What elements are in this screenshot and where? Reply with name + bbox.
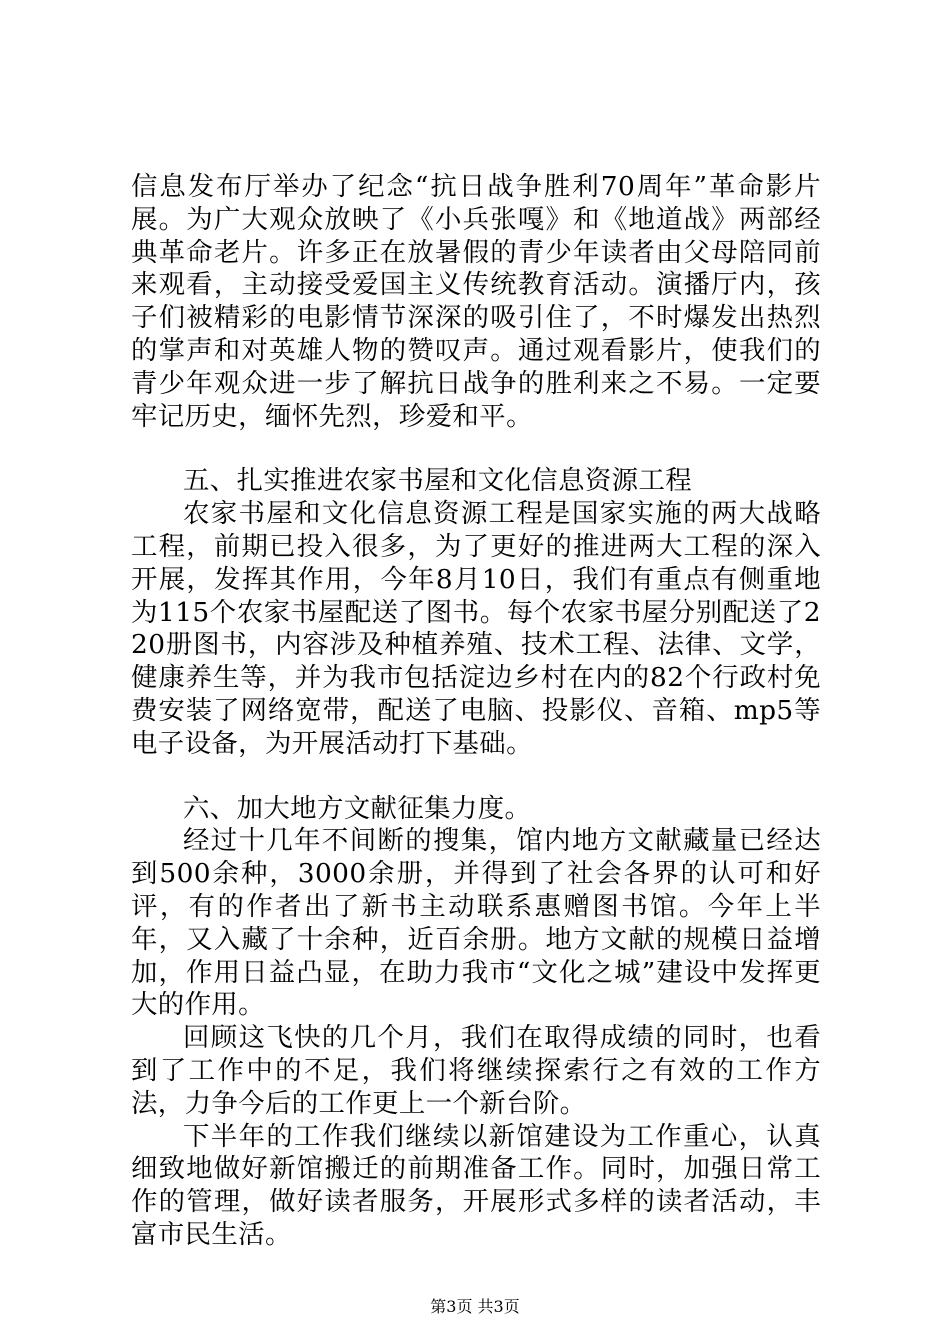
section-heading-5: 五、扎实推进农家书屋和文化信息资源工程 — [183, 465, 693, 497]
paragraph-film-exhibition: 信息发布厅举办了纪念“抗日战争胜利70周年”革命影片展。为广大观众放映了《小兵张嘎》和《地道战》两部经典革命老片。许多正在放暑假的青少年读者由父母陪同前来观看，主动接受爱国主义传统教育活动。演播厅内，孩子们被精彩的电影情节深深的吸引住了，不时爆发出热烈的掌声和对英雄人物的赞叹声。通过观看影片，使我们的青少年观众进一步了解抗日战争的胜利来之不易。一定要牢记历史，缅怀先烈，珍爱和平。 — [131, 171, 821, 432]
paragraph-next-half-plan: 下半年的工作我们继续以新馆建设为工作重心，认真细致地做好新馆搬迁的前期准备工作。同时，加强日常工作的管理，做好读者服务，开展形式多样的读者活动，丰富市民生活。 — [131, 1120, 821, 1250]
paragraph-farm-library: 农家书屋和文化信息资源工程是国家实施的两大战略工程，前期已投入很多，为了更好的推进两大工程的深入开展，发挥其作用，今年8月10日，我们有重点有侧重地为115个农家书屋配送了图书。每个农家书屋分别配送了220册图书，内容涉及种植养殖、技术工程、法律、文学，健康养生等，并为我市包括淀边乡村在内的82个行政村免费安装了网络宽带，配送了电脑、投影仪、音箱、mp5等电子设备，为开展活动打下基础。 — [131, 498, 821, 759]
document-body — [131, 171, 821, 1252]
section-heading-6: 六、加大地方文献征集力度。 — [183, 792, 532, 824]
paragraph-local-documents: 经过十几年不间断的搜集，馆内地方文献藏量已经达到500余种，3000余册，并得到了社会各界的认可和好评，有的作者出了新书主动联系惠赠图书馆。今年上半年，又入藏了十余种，近百余册。地方文献的规模日益增加，作用日益凸显，在助力我市“文化之城”建设中发挥更大的作用。 — [131, 825, 821, 1021]
page-number-footer: 第3页 共3页 — [430, 1297, 520, 1316]
paragraph-review: 回顾这飞快的几个月，我们在取得成绩的同时，也看到了工作中的不足，我们将继续探索行之有效的工作方法，力争今后的工作更上一个新台阶。 — [131, 1022, 821, 1119]
